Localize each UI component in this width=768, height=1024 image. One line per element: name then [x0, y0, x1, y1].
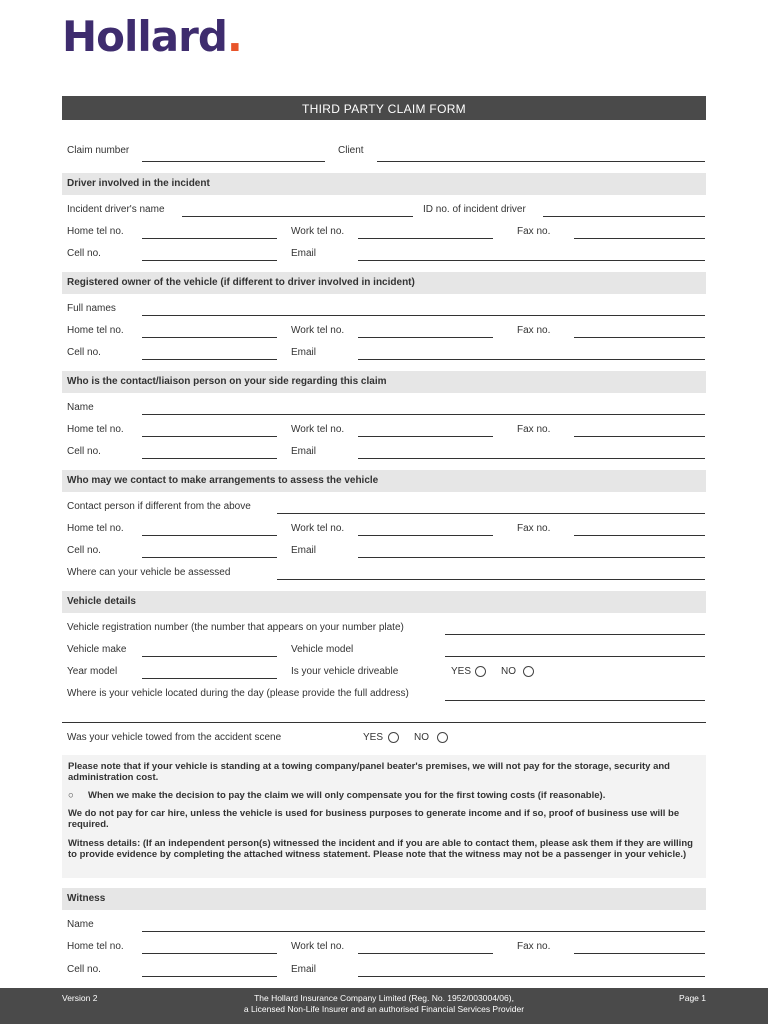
- assess-email-field[interactable]: [358, 557, 705, 558]
- section-contact-heading: Who is the contact/liaison person on your side regarding this claim: [62, 371, 706, 393]
- assess-work-tel-label: Work tel no.: [291, 523, 345, 534]
- vehicle-towed-label: Was your vehicle towed from the accident scene: [67, 732, 282, 743]
- witness-name-field[interactable]: [142, 931, 705, 932]
- witness-cell-field[interactable]: [142, 976, 277, 977]
- towed-yes-label: YES: [363, 732, 384, 743]
- witness-home-tel-label: Home tel no.: [67, 941, 124, 952]
- section-vehicle-heading: Vehicle details: [62, 591, 706, 613]
- assess-email-label: Email: [291, 545, 317, 556]
- owner-work-tel-label: Work tel no.: [291, 325, 345, 336]
- vehicle-location-label: Where is your vehicle located during the day (please provide the full address): [67, 688, 409, 699]
- vehicle-year-field[interactable]: [142, 678, 277, 679]
- driver-id-field[interactable]: [543, 216, 705, 217]
- owner-full-names-field[interactable]: [142, 315, 705, 316]
- note-car-hire: We do not pay for car hire, unless the vehicle is used for business purposes to generate income and if so, proof of business use will be required.: [68, 808, 680, 830]
- contact-email-field[interactable]: [358, 458, 705, 459]
- vehicle-location-field[interactable]: [445, 700, 705, 701]
- vehicle-model-field[interactable]: [445, 656, 705, 657]
- owner-home-tel-field[interactable]: [142, 337, 277, 338]
- witness-email-field[interactable]: [358, 976, 705, 977]
- vehicle-registration-label: Vehicle registration number (the number that appears on your number plate): [67, 622, 404, 633]
- footer-company-line2: a Licensed Non-Life Insurer and an authorised Financial Services Provider: [243, 1004, 525, 1014]
- owner-cell-field[interactable]: [142, 359, 277, 360]
- vehicle-year-label: Year model: [67, 666, 118, 677]
- assess-contact-person-field[interactable]: [277, 513, 705, 514]
- contact-name-field[interactable]: [142, 414, 705, 415]
- witness-name-label: Name: [67, 919, 94, 930]
- witness-fax-label: Fax no.: [517, 941, 551, 952]
- section-driver-heading: Driver involved in the incident: [62, 173, 706, 195]
- note-bullet-icon: ○: [68, 790, 74, 801]
- driver-cell-field[interactable]: [142, 260, 277, 261]
- client-field[interactable]: [377, 161, 705, 162]
- contact-fax-label: Fax no.: [517, 424, 551, 435]
- driver-id-label: ID no. of incident driver: [423, 204, 526, 215]
- contact-work-tel-label: Work tel no.: [291, 424, 345, 435]
- driver-cell-label: Cell no.: [67, 248, 101, 259]
- notes-box: [62, 755, 706, 878]
- driver-name-field[interactable]: [182, 216, 413, 217]
- vehicle-driveable-label: Is your vehicle driveable: [291, 666, 399, 677]
- contact-email-label: Email: [291, 446, 317, 457]
- witness-work-tel-field[interactable]: [358, 953, 493, 954]
- vehicle-registration-field[interactable]: [445, 634, 705, 635]
- page-footer: [0, 988, 768, 1024]
- client-label: Client: [338, 145, 364, 156]
- hollard-logo: [62, 12, 242, 61]
- section-witness-heading: Witness: [62, 888, 706, 910]
- vehicle-make-label: Vehicle make: [67, 644, 127, 655]
- owner-home-tel-label: Home tel no.: [67, 325, 124, 336]
- driver-email-label: Email: [291, 248, 317, 259]
- note-towing: When we make the decision to pay the claim we will only compensate you for the first towing costs (if reasonable).: [88, 790, 606, 801]
- contact-home-tel-label: Home tel no.: [67, 424, 124, 435]
- owner-email-field[interactable]: [358, 359, 705, 360]
- towed-yes-radio[interactable]: [388, 732, 399, 743]
- driveable-yes-label: YES: [451, 666, 472, 677]
- contact-fax-field[interactable]: [574, 436, 705, 437]
- witness-email-label: Email: [291, 964, 317, 975]
- contact-work-tel-field[interactable]: [358, 436, 493, 437]
- footer-company: [150, 993, 618, 1015]
- note-witness: Witness details: (If an independent person(s) witnessed the incident and if you are able to contact them, please ask them if they are willing to provide evidence by completing the attached witness statement. Please note that the witness may not be a passenger in your vehicle.): [68, 838, 693, 860]
- logo-dot: .: [226, 12, 242, 61]
- driveable-no-label: NO: [501, 666, 516, 677]
- contact-cell-field[interactable]: [142, 458, 277, 459]
- assess-home-tel-field[interactable]: [142, 535, 277, 536]
- claim-number-label: Claim number: [67, 145, 130, 156]
- assess-cell-field[interactable]: [142, 557, 277, 558]
- driver-work-tel-field[interactable]: [358, 238, 493, 239]
- footer-company-line1: The Hollard Insurance Company Limited (Reg. No. 1952/003004/06),: [254, 993, 514, 1003]
- form-title: THIRD PARTY CLAIM FORM: [62, 96, 706, 120]
- section-owner-heading: Registered owner of the vehicle (if different to driver involved in incident): [62, 272, 706, 294]
- owner-fax-label: Fax no.: [517, 325, 551, 336]
- towed-no-label: NO: [414, 732, 429, 743]
- driveable-no-radio[interactable]: [523, 666, 534, 677]
- driver-home-tel-label: Home tel no.: [67, 226, 124, 237]
- owner-email-label: Email: [291, 347, 317, 358]
- assess-cell-label: Cell no.: [67, 545, 101, 556]
- footer-page-number: Page 1: [679, 993, 706, 1003]
- witness-fax-field[interactable]: [574, 953, 705, 954]
- witness-cell-label: Cell no.: [67, 964, 101, 975]
- driveable-yes-radio[interactable]: [475, 666, 486, 677]
- contact-cell-label: Cell no.: [67, 446, 101, 457]
- witness-home-tel-field[interactable]: [142, 953, 277, 954]
- vehicle-make-field[interactable]: [142, 656, 277, 657]
- assess-work-tel-field[interactable]: [358, 535, 493, 536]
- contact-name-label: Name: [67, 402, 94, 413]
- owner-fax-field[interactable]: [574, 337, 705, 338]
- vehicle-location-field-line2[interactable]: [62, 722, 706, 723]
- assess-fax-label: Fax no.: [517, 523, 551, 534]
- assess-contact-person-label: Contact person if different from the above: [67, 501, 251, 512]
- section-assess-heading: Who may we contact to make arrangements to assess the vehicle: [62, 470, 706, 492]
- witness-work-tel-label: Work tel no.: [291, 941, 345, 952]
- towed-no-radio[interactable]: [437, 732, 448, 743]
- owner-full-names-label: Full names: [67, 303, 116, 314]
- assess-fax-field[interactable]: [574, 535, 705, 536]
- owner-cell-label: Cell no.: [67, 347, 101, 358]
- assess-home-tel-label: Home tel no.: [67, 523, 124, 534]
- claim-number-field[interactable]: [142, 161, 325, 162]
- driver-name-label: Incident driver's name: [67, 204, 165, 215]
- contact-home-tel-field[interactable]: [142, 436, 277, 437]
- assess-where-label: Where can your vehicle be assessed: [67, 567, 231, 578]
- assess-where-field[interactable]: [277, 579, 705, 580]
- logo-wordmark: Hollard: [62, 12, 227, 61]
- driver-email-field[interactable]: [358, 260, 705, 261]
- driver-work-tel-label: Work tel no.: [291, 226, 345, 237]
- owner-work-tel-field[interactable]: [358, 337, 493, 338]
- footer-version: Version 2: [62, 993, 98, 1003]
- driver-fax-field[interactable]: [574, 238, 705, 239]
- note-storage: Please note that if your vehicle is standing at a towing company/panel beater's premises, we will not pay for the storage, security and administration cost.: [68, 761, 670, 783]
- driver-home-tel-field[interactable]: [142, 238, 277, 239]
- vehicle-model-label: Vehicle model: [291, 644, 354, 655]
- driver-fax-label: Fax no.: [517, 226, 551, 237]
